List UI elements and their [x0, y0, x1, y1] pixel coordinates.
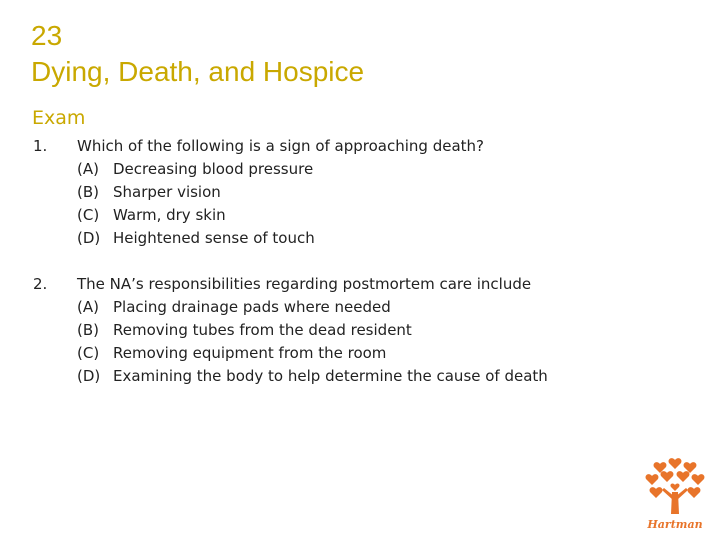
option-letter: (B): [77, 321, 99, 339]
option-letter: (D): [77, 229, 101, 247]
section-title: Exam: [32, 107, 86, 129]
option-letter: (A): [77, 298, 99, 316]
hartman-wordmark: [640, 517, 710, 531]
option-letter: (C): [77, 206, 100, 224]
question-stem: Which of the following is a sign of approaching death?: [77, 137, 485, 155]
option-letter: (D): [77, 367, 101, 385]
answer-option: [0, 342, 700, 365]
chapter-number: 23: [31, 20, 63, 51]
chapter-title: Dying, Death, and Hospice: [31, 56, 365, 87]
answer-option: [0, 365, 700, 388]
option-text: Removing tubes from the dead resident: [113, 321, 412, 339]
answer-option: [0, 296, 700, 319]
question-1: [0, 135, 700, 250]
option-text: Decreasing blood pressure: [113, 160, 314, 178]
option-text: Heightened sense of touch: [113, 229, 315, 247]
option-text: Warm, dry skin: [113, 206, 226, 224]
answer-option: [0, 319, 700, 342]
answer-option: [0, 227, 700, 250]
hartman-logo: [640, 456, 710, 532]
option-letter: (A): [77, 160, 99, 178]
answer-option: [0, 158, 700, 181]
slide-title: [31, 18, 364, 90]
option-letter: (C): [77, 344, 100, 362]
question-number: 1.: [33, 137, 48, 155]
answer-option: [0, 204, 700, 227]
answer-option: [0, 181, 700, 204]
option-text: Removing equipment from the room: [113, 344, 387, 362]
question-stem: The NA’s responsibilities regarding postmortem care include: [77, 275, 532, 293]
question-2: [0, 273, 700, 388]
option-text: Sharper vision: [113, 183, 221, 201]
svg-text:Hartman: Hartman: [647, 518, 703, 531]
option-text: Examining the body to help determine the cause of death: [113, 367, 548, 385]
question-number: 2.: [33, 275, 48, 293]
option-letter: (B): [77, 183, 99, 201]
option-text: Placing drainage pads where needed: [113, 298, 391, 316]
